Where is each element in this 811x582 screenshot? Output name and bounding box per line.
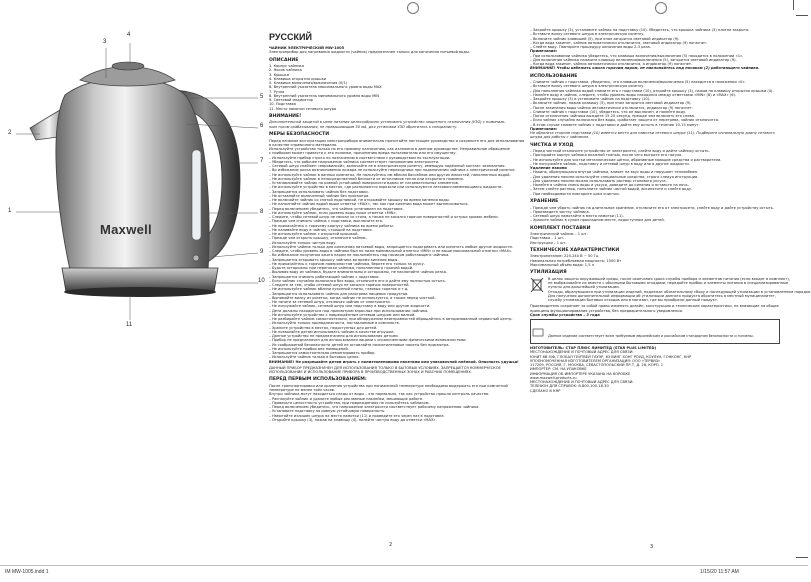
- note2-heading: Примечание:: [530, 126, 558, 131]
- storage-list: [530, 206, 780, 223]
- before-use-heading: ПЕРЕД ПЕРВЫМ ИСПОЛЬЗОВАНИЕМ:: [269, 377, 367, 383]
- safety-line: – Храните устройство в местах, недоступных для детей.: [269, 325, 378, 330]
- before-use-line: – Перед включением убедитесь, что напряжение электросети соответствует рабочему напряжению чайника.: [269, 405, 480, 410]
- language-title: РУССКИЙ: [269, 32, 312, 42]
- before-use-line: – Проверьте целостность устройства, при повреждениях не пользуйтесь чайником.: [269, 400, 430, 405]
- descaling-line: – Для удаления накипи можно использовать раствор столового уксуса.: [530, 178, 667, 183]
- recycle-list: [548, 277, 811, 303]
- attention-heading: ВНИМАНИЕ!: [269, 113, 302, 119]
- cleaning-line: – Не погружайте чайник, подставку и сетевой шнур в воду или в другие жидкости.: [530, 161, 690, 166]
- slug-file-name: IM MW-1005.indd 1: [5, 569, 49, 575]
- usage-line: – Для наполнения чайника водой снимите его с подставки (10), откройте крышку (3), нажав на клавишу открытия крышки (4).: [530, 88, 774, 93]
- maker-line: МЕСТОНАХОЖДЕНИЕ И ПОЧТОВЫЙ АДРЕС ДЛЯ СВЯЗИ:: [530, 380, 634, 385]
- description-item: 11. Место намотки сетевого шнура: [269, 106, 337, 111]
- before-use-line: температуре не менее трёх часов.: [269, 388, 336, 393]
- before-use-line: – Намотайте излишек шнура на место намотки (11) и проведите его через паз в подставке.: [269, 413, 445, 418]
- description-item: 1. Корпус чайника: [269, 64, 304, 69]
- maker-line: ИНФОРМАЦИЯ ОБ ИМПОРТЕРЕ УКАЗАНА НА КОРОБКЕ: [530, 371, 631, 376]
- compliance-text: Данное изделие соответствует всем требуемым европейским и российским стандартам безопасности и гигиены.: [548, 334, 754, 339]
- safety-heading: МЕРЫ БЕЗОПАСНОСТИ: [269, 131, 330, 137]
- instruction-line: – Слейте воду. Повторите процедуру кипячения воды 2-3 раза.: [530, 45, 651, 49]
- instruction-line: – Когда вода закипит, чайник автоматически отключится, световой индикатор (9) погаснет.: [530, 40, 708, 45]
- safety-line: – Вынимайте вилку из розетки, когда чайник не используется, а также перед чисткой.: [269, 295, 436, 300]
- attention-steam: ВНИМАНИЕ! Чтобы избежать ожога горячим паром, не наклоняйтесь над носиком (2) работающего чайника.: [530, 66, 760, 71]
- safety-line: – Будьте осторожны при переноске чайника, наполненного горячей водой.: [269, 266, 414, 271]
- safety-line: Перед началом эксплуатации электроприбора внимательно прочитайте настоящее руководство и сохраните его для использования: [269, 138, 525, 143]
- cleaning-line: – Протирайте корпус чайника влажной тканью, после чего вытрите его насухо.: [530, 153, 683, 158]
- center-text-column: [269, 32, 525, 552]
- before-use-list: [269, 384, 515, 422]
- safety-line: – Не позволяйте детям использовать чайник в качестве игрушки.: [269, 329, 395, 334]
- storage-line: – Сетевой шнур намотайте в место намотки (11).: [530, 214, 624, 219]
- eac-mark-icon: [533, 329, 543, 336]
- safety-line: – Запрещается снимать работающий чайник с подставки.: [269, 274, 380, 279]
- cleaning-list: [530, 149, 780, 166]
- usage-list: [530, 80, 780, 127]
- safety-line: в качестве справочного материала.: [269, 142, 338, 147]
- descaling-line: – Накипь, образующаяся внутри чайника, влияет на вкус воды и нарушает теплообмен.: [530, 170, 699, 175]
- description-item: 3. Крышка: [269, 72, 289, 77]
- crop-mark: [796, 15, 808, 16]
- safety-line: – Не используйте чайник вблизи кухонной плиты, газовых горелок и т.д.: [269, 287, 409, 292]
- usage-line: – В этом случае снимите чайник с подставки и дайте ему остыть в течение 10-15 минут.: [530, 122, 700, 127]
- safety-line: – Не используйте чайник с открытой крышкой.: [269, 232, 359, 237]
- maker-line: www.maxwell-products.ru: [530, 375, 577, 380]
- usage-line: – Снимите чайник с подставки (10), убедитесь, что он выключен, и налейте воду.: [530, 109, 687, 114]
- safety-line: – Перед включением убедитесь, что чайник установлен на подставке.: [269, 206, 404, 211]
- usage-line: – После закипания воды чайник автоматически отключится, индикатор (9) погаснет.: [530, 105, 693, 110]
- tech-list: [530, 254, 780, 267]
- safety-list: [269, 138, 525, 360]
- description-item: 8. Внутренний указатель минимального уровня воды MIN: [269, 93, 379, 98]
- safety-line: – Запрещается открывать крышку чайника во время кипения воды.: [269, 257, 399, 262]
- before-use-line: – Откройте крышку (3), нажав на клавишу (4), налейте чистую воду до отметки «MAX».: [269, 417, 437, 422]
- callout-2: 2: [8, 130, 12, 136]
- compliance-box: [530, 319, 780, 344]
- safety-line: – Не используйте прибор вне помещений.: [269, 346, 349, 351]
- safety-line: – Из соображений безопасности детей не оставляйте полиэтиленовые пакеты без присмотра.: [269, 342, 450, 347]
- safety-line: – Не наполняйте чайник водой выше отметки «MAX», так как при кипении вода может выплескиваться.: [269, 202, 469, 207]
- cleaning-heading: ЧИСТКА И УХОД: [530, 142, 574, 148]
- safety-line: – Не наливайте воду в чайник, стоящий на подставке.: [269, 227, 373, 232]
- note2-line: Не обратите стороне подставки (10) имеется место для намотки сетевого шнура (11). Подберите оптимальную длину сетевого шнура для работы с чайником.: [530, 131, 775, 140]
- before-use-line: – Установите подставку на ровную устойчивую поверхность.: [269, 409, 386, 414]
- safety-line: с прибором может привести к его поломке, причинению вреда пользователю или его имуществу.: [269, 151, 457, 156]
- safety-line: – Используйте чайник только для кипячения питьевой воды, запрещается подогревать или кипятить любые другие жидкости.: [269, 244, 514, 249]
- kettle-illustration: [0, 0, 268, 560]
- safety-line: – Не включайте чайник со снятой подставкой, не открывайте крышку во время кипения воды.: [269, 198, 450, 203]
- recycle-line: Отходы, образующиеся при утилизации изделий, подлежат обязательному сбору и последующей утилизации в установленном порядке.: [548, 289, 811, 294]
- crop-mark: [793, 0, 794, 10]
- cleaning-line: – Перед чисткой отключите устройство от электросети, слейте воду и дайте чайнику остыть.: [530, 149, 710, 154]
- crop-mark: [796, 557, 808, 558]
- page-number-right: 3: [650, 544, 654, 550]
- maker-heading: ИЗГОТОВИТЕЛЬ: СТАР ПЛЮС ЛИМИТЕД (STAR PLUS LIMITED): [530, 346, 657, 351]
- crossed-bin-icon: [530, 277, 544, 293]
- maker-list: [530, 350, 780, 393]
- note-heading: Примечание:: [530, 49, 558, 54]
- usage-line: – Вставьте вилку сетевого шнура в электрическую розетку.: [530, 84, 645, 89]
- callout-10: 10: [258, 278, 265, 284]
- safety-line: – Следите, чтобы уровень воды в чайнике был не ниже минимальной отметки «MIN» и не выше максимальной отметки «MAX».: [269, 249, 513, 254]
- page-number-left: 2: [389, 542, 393, 548]
- safety-line: – Не разбирайте чайник самостоятельно, при обнаружении неисправностей обращайтесь в авторизованный сервисный центр.: [269, 317, 513, 322]
- safety-line: – Не тяните за сетевой шнур, отключая чайник от электросети.: [269, 300, 391, 305]
- kettle-illustration-panel: [0, 0, 268, 560]
- attention-suffocation: ВНИМАНИЕ! Не разрешайте детям играть с полиэтиленовыми пакетами или упаковочной плёнкой. Опасность удушья!: [269, 359, 519, 364]
- safety-line: – Во избежание получения ожога паром не наклоняйтесь над носиком работающего чайника.: [269, 253, 450, 258]
- callout-3: 3: [103, 39, 107, 45]
- storage-line: – Прежде чем убрать чайник на длительное хранение, отключите его от электросети, слейте воду и дайте устройству остыть.: [530, 205, 774, 210]
- product-heading: ЧАЙНИК ЭЛЕКТРИЧЕСКИЙ MW-1005: [269, 46, 345, 50]
- right-text-column: [530, 28, 811, 553]
- safety-line: – Прибор не предназначен для использования лицами с ограниченными физическими возможностями.: [269, 338, 467, 343]
- description-item: 5. Клавиша включения/выключения (0/1): [269, 81, 348, 86]
- descaling-line: – Налейте в чайник смесь воды и уксуса, доведите до кипения и оставьте на ночь.: [530, 183, 689, 188]
- tech-line: Максимальный объём воды: 1,5 л: [530, 262, 594, 267]
- recycle-line: Для получения дополнительной информации об утилизации данного продукта обратитесь в местный муниципалитет,: [548, 293, 776, 298]
- usage-line: – Налейте воду в чайник, следите, чтобы уровень воды находился между отметками «MIN» (8) и «MAX» (6).: [530, 92, 737, 97]
- safety-line: – Убедитесь, что рабочее напряжение чайника соответствует напряжению электросети.: [269, 159, 440, 164]
- description-item: 9. Световой индикатор: [269, 98, 313, 103]
- maker-line: 117209, РОССИЯ, Г. МОСКВА, СЕВАСТОПОЛЬСКИЙ ПР-Т, Д. 28, КОРП. 1: [530, 363, 664, 368]
- note-line: – Для включения чайника нажмите клавишу включения/выключения (5), загорится световой индикатор (9).: [530, 57, 737, 62]
- safety-line: – Дети должны находиться под присмотром взрослых при использовании чайника.: [269, 308, 429, 313]
- safety-line: – Не прикасайтесь к горячим поверхностям чайника, берите его только за ручку.: [269, 261, 425, 266]
- instruction-line: – Вставьте вилку сетевого шнура в электрическую розетку.: [530, 32, 645, 37]
- usage-line: – Включите чайник, нажав клавишу (5), при этом загорится световой индикатор (9).: [530, 101, 692, 106]
- safety-line: – Сетевой шнур снабжен «евровилкой»; включайте ее в электрическую розетку, имеющую надёжный контакт заземления.: [269, 164, 506, 169]
- safety-line: – Запрещается использовать чайник для разогрева пищевых продуктов.: [269, 291, 409, 296]
- right-top-list: [530, 28, 780, 49]
- scale-heading: Удаление накипи: [530, 166, 567, 171]
- slug-date-time: 1/15/20 11:57 AM: [700, 569, 739, 575]
- lifetime: Срок службы устройства – 3 года: [530, 312, 600, 317]
- usage-line: – После отключения чайника выждите 15-20 секунд, прежде чем включать его снова.: [530, 114, 695, 119]
- safety-line: – Не прикасайтесь к горячему корпусу чайника во время работы.: [269, 223, 394, 228]
- safety-line: – Не погружайте чайник, сетевой шнур или подставку в воду или другие жидкости.: [269, 304, 431, 309]
- tech-line: Номинальная потребляемая мощность: 1500 Вт: [530, 258, 622, 263]
- before-use-line: Внутри чайника могут находиться следы от воды – это нормально, так как устройство прошло контроль качества.: [269, 392, 490, 397]
- recycle-heading: УТИЛИЗАЦИЯ: [530, 270, 567, 276]
- callout-5: 5: [260, 94, 264, 100]
- instruction-line: – Включите чайник клавишей (5), при этом загорится световой индикатор (9).: [530, 36, 680, 41]
- description-item: 4. Клавиша открытия крышки: [269, 76, 327, 81]
- safety-line: – Не используйте чайник в ванных комнатах. Не пользуйтесь им вблизи бассейнов или других ёмкостей, наполненных водой.: [269, 172, 511, 177]
- maker-line: ТЕЛЕФОН ДЛЯ СПРАВОК: 8-800-100-18-30: [530, 384, 609, 389]
- safety-line: – Используйте только чистую воду.: [269, 240, 337, 245]
- cleaning-line: – Не используйте для чистки металлические щётки, абразивные моющие средства и растворители.: [530, 157, 722, 162]
- descaling-line: – Для удаления накипи используйте специальные средства, строго следуя инструкции.: [530, 174, 699, 179]
- safety-line: – Не оставляйте включенный чайник без присмотра.: [269, 193, 370, 198]
- tech-line: Электропитание: 220-240 В ~ 50 Гц: [530, 254, 599, 259]
- safety-line: – Данное устройство не предназначено для использования детьми.: [269, 334, 399, 339]
- set-heading: КОМПЛЕКТ ПОСТАВКИ: [530, 225, 591, 231]
- slug-line: [0, 565, 808, 566]
- safety-line: – Запрещается самостоятельно ремонтировать прибор.: [269, 351, 376, 356]
- attention-line: ным током срабатывания, не превышающим 30 мА, для установки УЗО обратитесь к специалисту.: [269, 124, 458, 129]
- safety-line: Используйте устройство только по его прямому назначению, как изложено в данном руководстве. Неправильное обращение: [269, 147, 510, 152]
- maker-line: ЮНИТ 6B 5/Ф, ГЛОБАЛ ГЕЙТВЕЙ ТАУЭР, 63 ВИНГ ХОНГ РОУД, КОУЛУН, ГОНКОНГ, КНР: [530, 354, 692, 359]
- callout-8: 8: [260, 209, 264, 215]
- safety-line: – Не используйте устройство в местах, где распыляются аэрозоли или используются легковоспламеняющиеся жидкости.: [269, 185, 503, 190]
- household-note: ДАННЫЙ ПРИБОР ПРЕДНАЗНАЧЕН ДЛЯ ИСПОЛЬЗОВАНИЯ ТОЛЬКО В БЫТОВЫХ УСЛОВИЯХ. ЗАПРЕЩАЕТСЯ КОММЕРЧЕСКОЕ ИСПОЛЬЗОВАНИЕ И ИСПОЛЬЗОВАНИЕ ПРИБОРА В ПРОИЗВОДСТВЕННЫХ ЗОНАХ И РАБОЧИХ ПОМЕЩЕНИЯХ.: [269, 365, 501, 375]
- registration-mark-right: [655, 2, 667, 14]
- safety-line: – Во избежание риска возникновения пожара не используйте переходники при подключении чайника к электрической розетке.: [269, 168, 516, 173]
- note-line: – При использовании чайника убедитесь, что клавиша включения/выключения (5) находится в положении «1».: [530, 53, 744, 58]
- before-use-line: – Распакуйте чайник и удалите любые рекламные наклейки, мешающие работе.: [269, 396, 424, 401]
- set-line: Инструкция – 1 шт.: [530, 240, 567, 245]
- safety-line: – Прежде чем снимать чайник с подставки, выключите его.: [269, 219, 384, 224]
- safety-line: – Используйте чайник только в бытовых целях.: [269, 355, 360, 360]
- registration-mark-center: [407, 2, 419, 14]
- safety-line: – Прежде чем открыть крышку, отключите чайник.: [269, 236, 367, 241]
- before-use-line: После транспортировки или хранения устройства при пониженной температуре необходимо выдержать его при комнатной: [269, 383, 508, 388]
- recycle-line: не выбрасывайте их вместе с обычными бытовыми отходами, передайте прибор и элементы питания в специализированные: [548, 281, 789, 286]
- safety-line: – Выливая воду из чайника, будьте внимательны и осторожны, не наклоняйте чайник резко.: [269, 270, 448, 275]
- instruction-line: – Закройте крышку (3), установите чайник на подставку (10). Убедитесь, что крышка чайника (3) плотно закрыта.: [530, 28, 750, 32]
- maker-note: Производитель сохраняет за собой право изменять дизайн, конструкцию и технические характеристики, не влияющие на общие принципы функционирования устройства, без предварительного уведомления.: [530, 304, 779, 313]
- safety-line: – Не используйте устройство с повреждённым сетевым шнуром или вилкой.: [269, 312, 416, 317]
- attention-line: Дополнительной защитой в цепи питания целесообразно установить устройство защитного отключения (УЗО) с номиналь-: [269, 120, 506, 125]
- maker-line: МЕСТОНАХОЖДЕНИЕ И ПОЧТОВЫЙ АДРЕС ДЛЯ СВЯЗИ:: [530, 350, 634, 355]
- callout-11: 11: [126, 322, 133, 328]
- storage-line: – Произведите чистку чайника.: [530, 209, 590, 214]
- note-line: – Когда вода закипит, чайник автоматически отключится, а индикатор (9) погаснет.: [530, 62, 693, 66]
- usage-heading: ИСПОЛЬЗОВАНИЕ: [530, 73, 578, 79]
- descaling-line: – При необходимости повторите цикл очистки.: [530, 191, 620, 196]
- descaling-line: – Затем слейте раствор, наполните чайник чистой водой, вскипятите и слейте воду.: [530, 187, 693, 192]
- description-item: 7. Ручка: [269, 89, 285, 94]
- description-item: 10. Подставка: [269, 102, 297, 107]
- safety-line: – Если чайник случайно включился без воды, отключите его и дайте ему полностью остыть.: [269, 278, 446, 283]
- safety-line: – Не используйте чайник в непосредственной близости от источников тепла или открытого пламени.: [269, 176, 464, 181]
- recycle-block: [530, 276, 811, 303]
- usage-line: – Снимите чайник с подставки, убедитесь, что клавиша включения/выключения (5) находится в положении «0».: [530, 80, 746, 85]
- tech-heading: ТЕХНИЧЕСКИЕ ХАРАКТЕРИСТИКИ: [530, 247, 620, 253]
- callout-6: 6: [260, 123, 264, 129]
- storage-line: – Храните чайник в сухом прохладном месте, недоступном для детей.: [530, 218, 665, 223]
- recycle-line: службу утилизации бытовых отходов или в магазин, где вы приобрели данный продукт.: [548, 298, 719, 303]
- safety-line: – Устанавливайте чайник на ровной устойчивой поверхности вдали от нагревательных элементов.: [269, 181, 459, 186]
- description-item: 6. Внутренний указатель максимального уровня воды MAX: [269, 85, 382, 90]
- safety-line: – Следите за тем, чтобы сетевой шнур не касался горячих поверхностей.: [269, 283, 410, 288]
- callout-7: 7: [260, 158, 264, 164]
- scale-list: [530, 170, 780, 196]
- callout-1: 1: [8, 208, 12, 214]
- brand-logo: Maxwell: [100, 222, 152, 237]
- note-list: [530, 54, 780, 67]
- usage-line: – Закройте крышку (3) и установите чайник на подставку (10).: [530, 97, 651, 102]
- maker-line: ИМПОРТЕР: СМ. НА УПАКОВКЕ: [530, 367, 587, 372]
- safety-line: – Следите, чтобы сетевой шнур не свисал со стола, а также не касался горячих поверхностей и острых кромок мебели.: [269, 215, 499, 220]
- safety-line: – Используйте только принадлежности, поставляемые в комплекте.: [269, 321, 400, 326]
- description-item: 2. Носик чайника: [269, 68, 302, 73]
- description-list: [269, 64, 515, 111]
- recycle-line: В целях защиты окружающей среды, после окончания срока службы прибора и элементов питания (если входят в комплект),: [548, 276, 790, 281]
- description-heading: ОПИСАНИЕ: [269, 57, 299, 63]
- safety-line: – Используйте прибор строго по назначению в соответствии с руководством по эксплуатации.: [269, 155, 451, 160]
- product-subtitle: Электроприбор для нагревания жидкости (чайник) предназначен только для кипячения питьевой воды.: [269, 50, 470, 55]
- maker-line: УПОЛНОМОЧЕННАЯ ИЗГОТОВИТЕЛЕМ ОРГАНИЗАЦИЯ: ООО «ТЕРВИЗ»: [530, 358, 661, 363]
- set-list: [530, 232, 780, 245]
- usage-line: – Если чайник случайно включился без воды, сработает защита от перегрева, чайник отключится.: [530, 118, 720, 123]
- safety-line: – Не используйте чайник, если уровень воды ниже отметки «MIN».: [269, 210, 397, 215]
- storage-heading: ХРАНЕНИЕ: [530, 198, 559, 204]
- callout-9: 9: [260, 249, 264, 255]
- set-line: Электрический чайник – 1 шт.: [530, 232, 588, 237]
- safety-line: – Запрещается использовать чайник без подставки.: [269, 189, 369, 194]
- recycle-line: пункты для дальнейшей утилизации.: [548, 285, 620, 290]
- callout-4: 4: [127, 32, 131, 38]
- set-line: Подставка – 1 шт.: [530, 236, 565, 241]
- maker-line: СДЕЛАНО В КНР: [530, 388, 561, 393]
